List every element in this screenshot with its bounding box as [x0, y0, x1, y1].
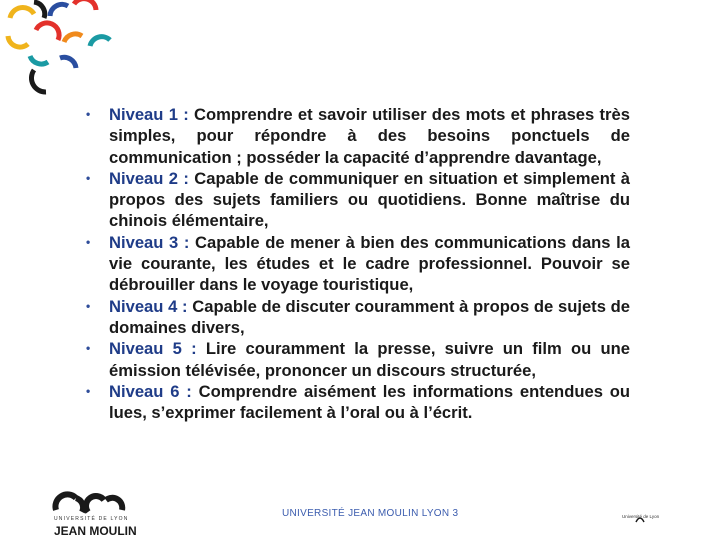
level-label: Niveau 4 : [109, 296, 188, 316]
level-label: Niveau 1 : [109, 105, 189, 124]
bullet-icon: • [86, 170, 91, 185]
level-description: Capable de discuter couramment à propos de sujets de domaines divers, [109, 296, 630, 337]
level-list [86, 104, 630, 423]
right-logo-text: Université de Lyon [622, 514, 660, 519]
bullet-icon: • [86, 107, 91, 121]
bullet-icon: • [86, 341, 91, 356]
universite-de-lyon-logo-icon [610, 510, 670, 528]
bullet-icon: • [86, 298, 91, 313]
footer-university: UNIVERSITÉ JEAN MOULIN LYON 3 [282, 508, 459, 519]
list-item [86, 104, 630, 168]
list-item [86, 232, 630, 296]
bullet-icon: • [86, 234, 91, 249]
level-description: Comprendre aisément les informations entendues ou lues, s’exprimer facilement à l’oral ou à l’écrit. [109, 381, 630, 423]
level-description: Capable de communiquer en situation et simplement à propos des sujets familiers ou quotidiens. Bonne maîtrise du chinois élémentaire, [109, 168, 630, 231]
bullet-icon: • [86, 383, 91, 398]
decorative-arcs-logo [0, 0, 130, 100]
level-description: Lire couramment la presse, suivre un film ou une émission télévisée, prononcer un discours structurée, [109, 339, 630, 380]
level-label: Niveau 5 : [109, 339, 197, 359]
level-description: Comprendre et savoir utiliser des mots et phrases très simples, pour répondre à des besoins ponctuels de communication ; posséder la capacité d’apprendre davantage, [109, 105, 630, 167]
logo-subtitle: UNIVERSITÉ DE LYON [54, 516, 129, 522]
level-label: Niveau 3 : [109, 232, 190, 252]
level-label: Niveau 6 : [109, 381, 192, 401]
level-description: Capable de mener à bien des communications dans la vie courante, les études et le cadre professionnel. Pouvoir se débrouiller dans le voyage touristique, [109, 232, 630, 295]
level-label: Niveau 2 : [109, 168, 189, 188]
list-item [86, 168, 630, 232]
list-item [86, 296, 630, 339]
list-item [86, 381, 630, 424]
list-item [86, 338, 630, 381]
logo-name: JEAN MOULIN [54, 524, 137, 538]
